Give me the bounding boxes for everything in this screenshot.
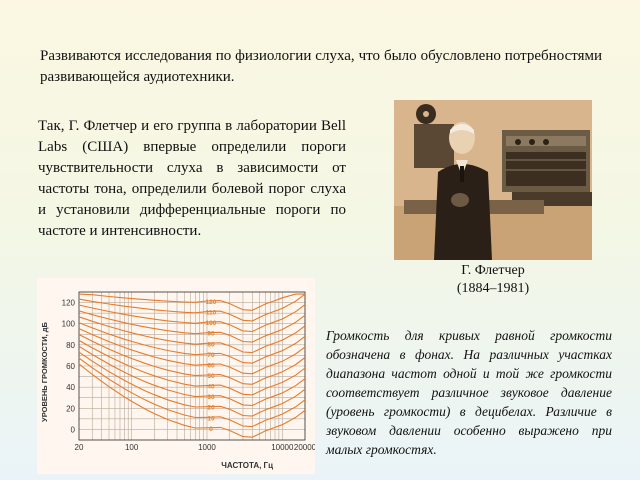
curve-label: 100 (205, 320, 217, 328)
x-axis-label: ЧАСТОТА, Гц (221, 461, 273, 470)
intro-paragraph: Развиваются исследования по физиологии слуха, что было обусловлено потребностями развивающейся аудиотехники. (40, 48, 602, 85)
photo-caption (394, 262, 592, 298)
caption-name: Г. Флетчер (461, 263, 525, 278)
x-tick-label: 10000 (271, 443, 294, 452)
chart-svg (37, 278, 315, 474)
curve-label: 70 (207, 351, 215, 359)
loudness-curve (79, 352, 305, 416)
loudness-curve (79, 294, 305, 321)
x-tick-label: 100 (124, 443, 139, 452)
equal-loudness-chart (37, 278, 315, 474)
loudness-note: Громкость для кривых равной громкости обозначена в фонах. На различных участках диапазона частот одной и той же громкости соответствует различное звуковое давление (уровень громкости) в децибелах. Различие в звуковом давлении особенно выражено при малых громкостях. (326, 328, 612, 457)
y-tick-label: 40 (66, 383, 75, 393)
loudness-curve (79, 317, 305, 353)
loudness-curve (79, 311, 305, 342)
curve-label: 60 (207, 362, 215, 370)
curve-label: 20 (207, 404, 215, 412)
fletcher-photo (394, 100, 592, 260)
fletcher-paragraph: Так, Г. Флетчер и его группа в лаборатории Bell Labs (США) впервые определили пороги чувствительности слуха в зависимости от частоты тона, определили болевой порог слуха и установили дифференциальные пороги по частоте и интенсивности. (38, 118, 346, 239)
curve-label: 30 (207, 394, 215, 402)
y-tick-label: 120 (61, 298, 75, 308)
curve-label: 50 (207, 372, 215, 380)
curve-label: 80 (207, 341, 215, 349)
x-tick-label: 20000 (293, 443, 315, 452)
chart-curves (79, 294, 305, 437)
loudness-curve (79, 358, 305, 427)
x-tick-label: 1000 (198, 443, 216, 452)
curve-label: 40 (207, 383, 215, 391)
curve-label: 0 (209, 425, 213, 433)
y-tick-label: 80 (66, 340, 75, 350)
y-tick-label: 100 (61, 319, 75, 329)
curve-label: 110 (205, 309, 217, 317)
curve-label: 90 (207, 330, 215, 338)
y-tick-label: 20 (66, 404, 75, 414)
y-tick-label: 0 (70, 425, 75, 435)
chart-ticks (62, 299, 315, 452)
curve-label: 10 (207, 415, 215, 423)
loudness-curve (79, 294, 305, 310)
loudness-curve (79, 340, 305, 395)
caption-years: (1884–1981) (456, 281, 530, 296)
photo-illustration (394, 100, 592, 260)
curve-label: 120 (205, 298, 217, 306)
y-axis-label: УРОВЕНЬ ГРОМКОСТИ, дБ (40, 322, 49, 422)
x-tick-label: 20 (74, 443, 84, 452)
y-tick-label: 60 (66, 362, 75, 371)
